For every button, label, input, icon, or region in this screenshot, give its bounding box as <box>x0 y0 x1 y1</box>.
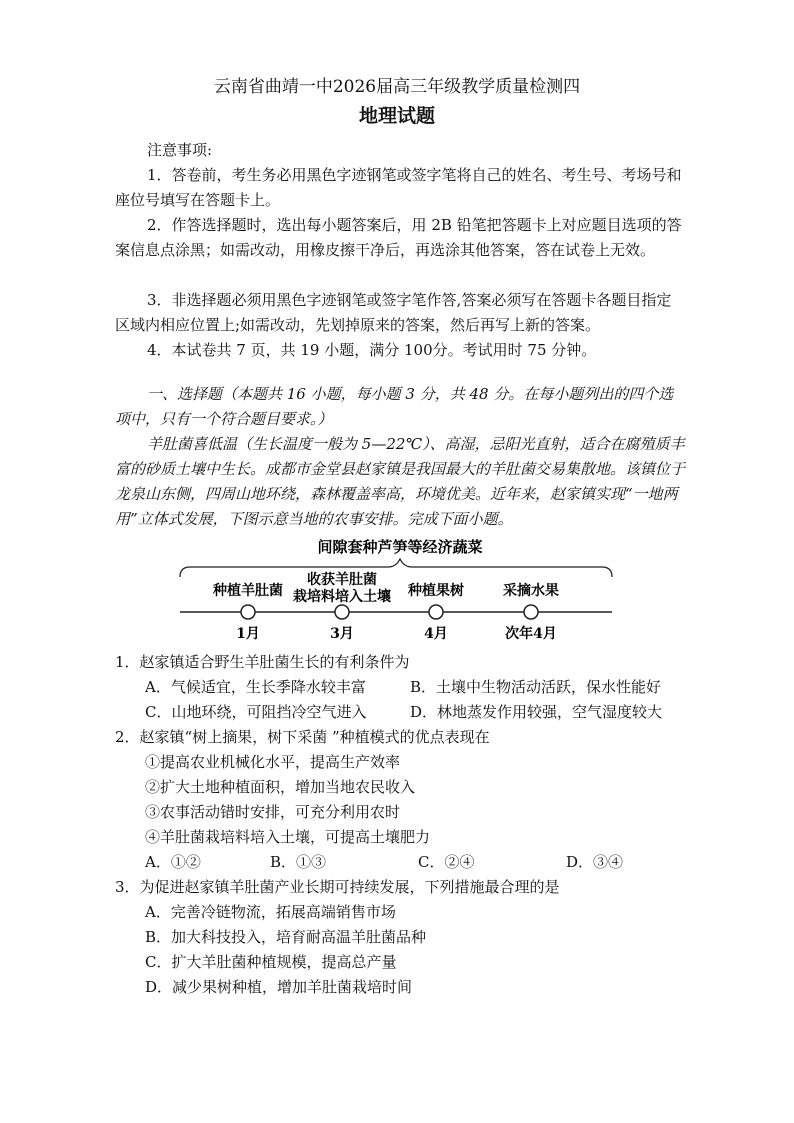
q3-option-c: C．扩大羊肚菌种植规模，提高总产量 <box>145 953 397 971</box>
event-label: 种植果树 <box>408 583 464 599</box>
event-marker <box>241 605 255 619</box>
q3-option-d: D．减少果树种植，增加羊肚菌栽培时间 <box>145 978 413 996</box>
event-mar <box>293 571 391 642</box>
question-2-stem: 2．赵家镇“树上摘果，树下采菌 ”种植模式的优点表现在 <box>115 728 490 746</box>
q3-option-a: A．完善冷链物流，拓展高端销售市场 <box>145 903 396 921</box>
event-label: 收获羊肚菌 <box>307 572 377 588</box>
farming-schedule-diagram <box>0 535 794 650</box>
brace-label: 间隙套种芦笋等经济蔬菜 <box>317 538 483 556</box>
q3-option-b: B．加大科技投入，培育耐高温羊肚菌品种 <box>145 928 427 946</box>
q2-option-c: C．②④ <box>418 853 475 871</box>
event-label: 种植羊肚菌 <box>213 583 283 599</box>
event-marker <box>335 605 349 619</box>
notice-item-4: 4．本试卷共 7 页，共 19 小题，满分 100分。考试用时 75 分钟。 <box>147 341 597 359</box>
q2-statement-2: ②扩大土地种植面积，增加当地农民收入 <box>145 778 416 796</box>
q2-option-b: B．①③ <box>270 853 327 871</box>
month-label: 1月 <box>236 626 260 642</box>
q1-option-a: A．气候适宜，生长季降水较丰富 <box>145 678 366 696</box>
q2-option-a: A．①② <box>145 853 201 871</box>
month-label: 4月 <box>424 626 448 642</box>
subject-title: 地理试题 <box>358 105 435 127</box>
event-marker <box>429 605 443 619</box>
brace <box>180 559 612 577</box>
notice-item-1: 1．答卷前，考生务必用黑色字迹钢笔或签字笔将自己的姓名、考生号、考场号和座位号填写在答题卡上。 <box>115 166 682 209</box>
q2-statement-1: ①提高农业机械化水平，提高生产效率 <box>145 753 401 771</box>
section-heading: 一、选择题（本题共 16 小题，每小题 3 分，共 48 分。在每小题列出的四个选项中，只有一个符合题目要求。） <box>115 385 674 428</box>
notice-item-3: 3．非选择题必须用黑色字迹钢笔或签字笔作答,答案必须写在答题卡各题目指定区域内相应位置上;如需改动，先划掉原来的答案，然后再写上新的答案。 <box>115 291 672 334</box>
q2-statement-3: ③农事活动错时安排，可充分利用农时 <box>145 803 401 821</box>
month-label: 3月 <box>330 626 354 642</box>
month-label: 次年4月 <box>505 626 557 642</box>
passage: 羊肚菌喜低温（生长温度一般为 5—22℃）、高湿，忌阳光直射，适合在腐殖质丰富的砂质土壤中生长。成都市金堂县赵家镇是我国最大的羊肚菌交易集散地。该镇位于龙泉山东侧，四周山地环绕，森林覆盖率高，环境优美。近年来，赵家镇实现“一地两用”立体式发展，下图示意当地的农事安排。完成下面小题。 <box>115 435 686 528</box>
question-3-stem: 3．为促进赵家镇羊肚菌产业长期可持续发展，下列措施最合理的是 <box>115 878 560 896</box>
q1-option-d: D．林地蒸发作用较强，空气湿度较大 <box>410 703 663 721</box>
notice-heading: 注意事项: <box>147 141 213 159</box>
event-marker <box>524 605 538 619</box>
question-1-stem: 1．赵家镇适合野生羊肚菌生长的有利条件为 <box>115 653 410 671</box>
q1-option-b: B．土壤中生物活动活跃，保水性能好 <box>410 678 662 696</box>
q2-statement-4: ④羊肚菌栽培料培入土壤，可提高土壤肥力 <box>145 828 431 846</box>
event-label: 栽培料培入土壤 <box>293 589 391 605</box>
event-label: 采摘水果 <box>503 583 559 599</box>
exam-title: 云南省曲靖一中2026届高三年级教学质量检测四 <box>213 77 581 97</box>
q1-option-c: C．山地环绕，可阻挡冷空气进入 <box>145 703 367 721</box>
notice-item-2: 2．作答选择题时，选出每小题答案后，用 2B 铅笔把答题卡上对应题目选项的答案信息点涂黑；如需改动，用橡皮擦干净后，再选涂其他答案，答在试卷上无效。 <box>115 216 682 259</box>
q2-option-d: D．③④ <box>566 853 624 871</box>
